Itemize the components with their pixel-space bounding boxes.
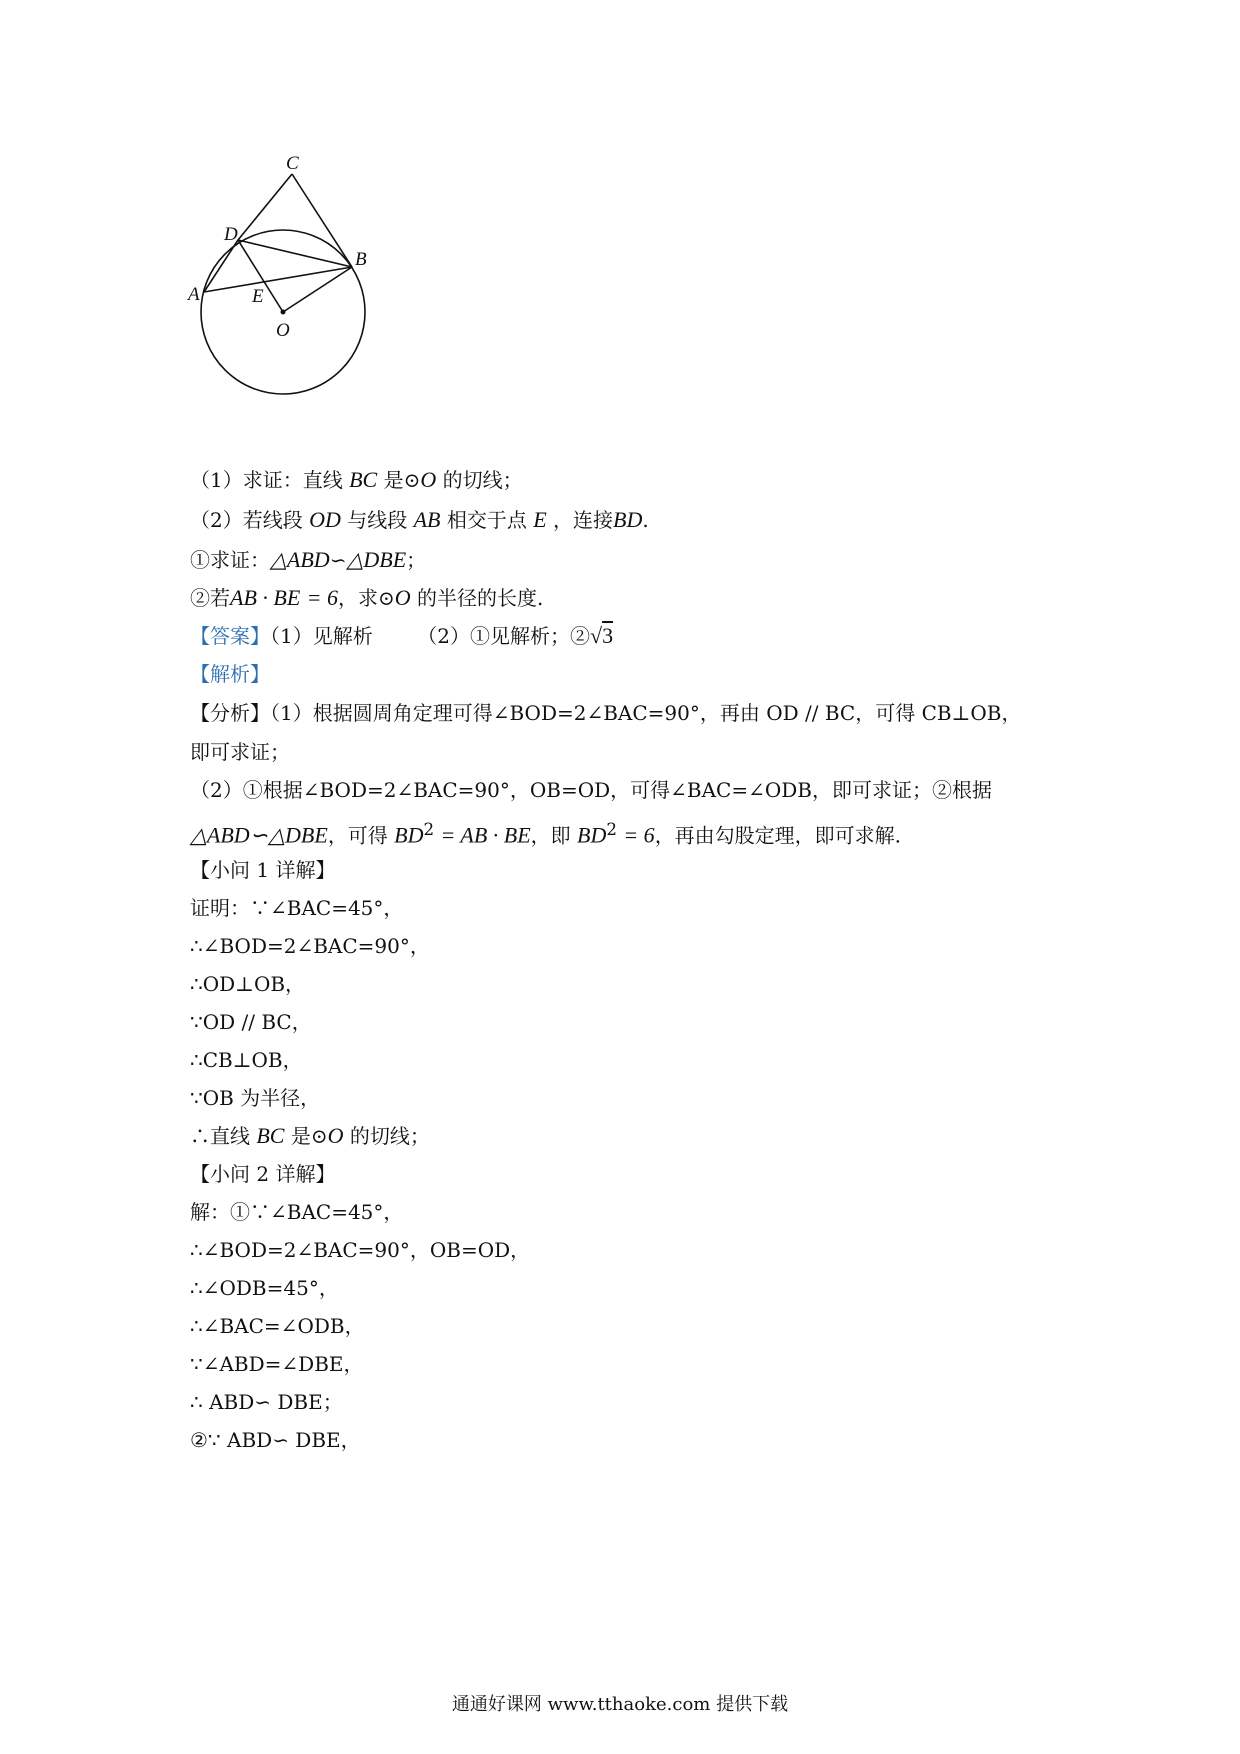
fenxi-line-1: 【分析】（1）根据圆周角定理可得∠BOD=2∠BAC=90°，再由 OD // BC，可得 CB⊥OB， — [190, 701, 1022, 725]
segment-cb — [292, 174, 352, 267]
detail-2-line: ∴∠BOD=2∠BAC=90°，OB=OD， — [190, 1238, 531, 1262]
analysis-tag: 【解析】 — [190, 662, 270, 686]
fenxi-line-2: 即可求证； — [190, 740, 290, 764]
detail-2-line: ∵∠ABD=∠DBE， — [190, 1352, 364, 1376]
question-2-part-1: ①求证：△ABD∽△DBE； — [190, 547, 427, 572]
detail-2-line: 解：①∵∠BAC=45°， — [190, 1200, 404, 1224]
page-footer: 通通好课网 www.tthaoke.com 提供下载 — [451, 1694, 789, 1715]
fenxi2-line-1: （2）①根据∠BOD=2∠BAC=90°，OB=OD，可得∠BAC=∠ODB，即可求证；②根据 — [190, 778, 993, 802]
question-2: （2）若线段 OD 与线段 AB 相交于点 E ，连接BD. — [190, 507, 649, 532]
label-o: O — [276, 320, 290, 341]
label-e: E — [252, 286, 264, 307]
segment-ab — [204, 267, 352, 292]
detail-2-tag: 【小问 2 详解】 — [190, 1162, 336, 1186]
detail-2-line: ②∵ ABD∽ DBE， — [190, 1428, 361, 1452]
label-b: B — [355, 249, 367, 270]
fenxi2-line-2: △ABD∽△DBE，可得 $BD^2$ = AB · BE，即 $BD^2 = 6$，再由勾股定理，即可求解. — [190, 820, 902, 848]
detail-1-line: ∴CB⊥OB， — [190, 1048, 303, 1072]
detail-2-line: ∴∠ODB=45°， — [190, 1276, 339, 1300]
answer-line: 【答案】（1）见解析 （2）①见解析；②√3 — [190, 623, 614, 648]
label-d: D — [224, 224, 238, 245]
center-dot — [281, 310, 286, 315]
detail-1-line: ∴∠BOD=2∠BAC=90°， — [190, 934, 430, 958]
label-c: C — [286, 153, 299, 174]
detail-1-line: ∵OD // BC， — [190, 1010, 312, 1034]
detail-2-line: ∴∠BAC=∠ODB， — [190, 1314, 365, 1338]
label-a: A — [188, 284, 200, 305]
detail-1-tag: 【小问 1 详解】 — [190, 858, 336, 882]
detail-2-line: ∴ ABD∽ DBE； — [190, 1390, 343, 1414]
detail-1-line: ∵OB 为半径， — [190, 1086, 321, 1110]
segment-ad — [204, 240, 238, 292]
question-2-part-2: ②若AB · BE = 6，求⊙O 的半径的长度. — [190, 585, 544, 610]
segment-db — [238, 240, 352, 267]
detail-1-line: ∴OD⊥OB， — [190, 972, 306, 996]
detail-1-line: 证明：∵∠BAC=45°， — [190, 896, 404, 920]
detail-1-conclusion: ∴直线 BC 是⊙O 的切线； — [190, 1123, 430, 1148]
question-1: （1）求证：直线 BC 是⊙O 的切线； — [190, 467, 523, 492]
segment-ob — [283, 267, 352, 312]
geometry-figure — [188, 153, 440, 450]
